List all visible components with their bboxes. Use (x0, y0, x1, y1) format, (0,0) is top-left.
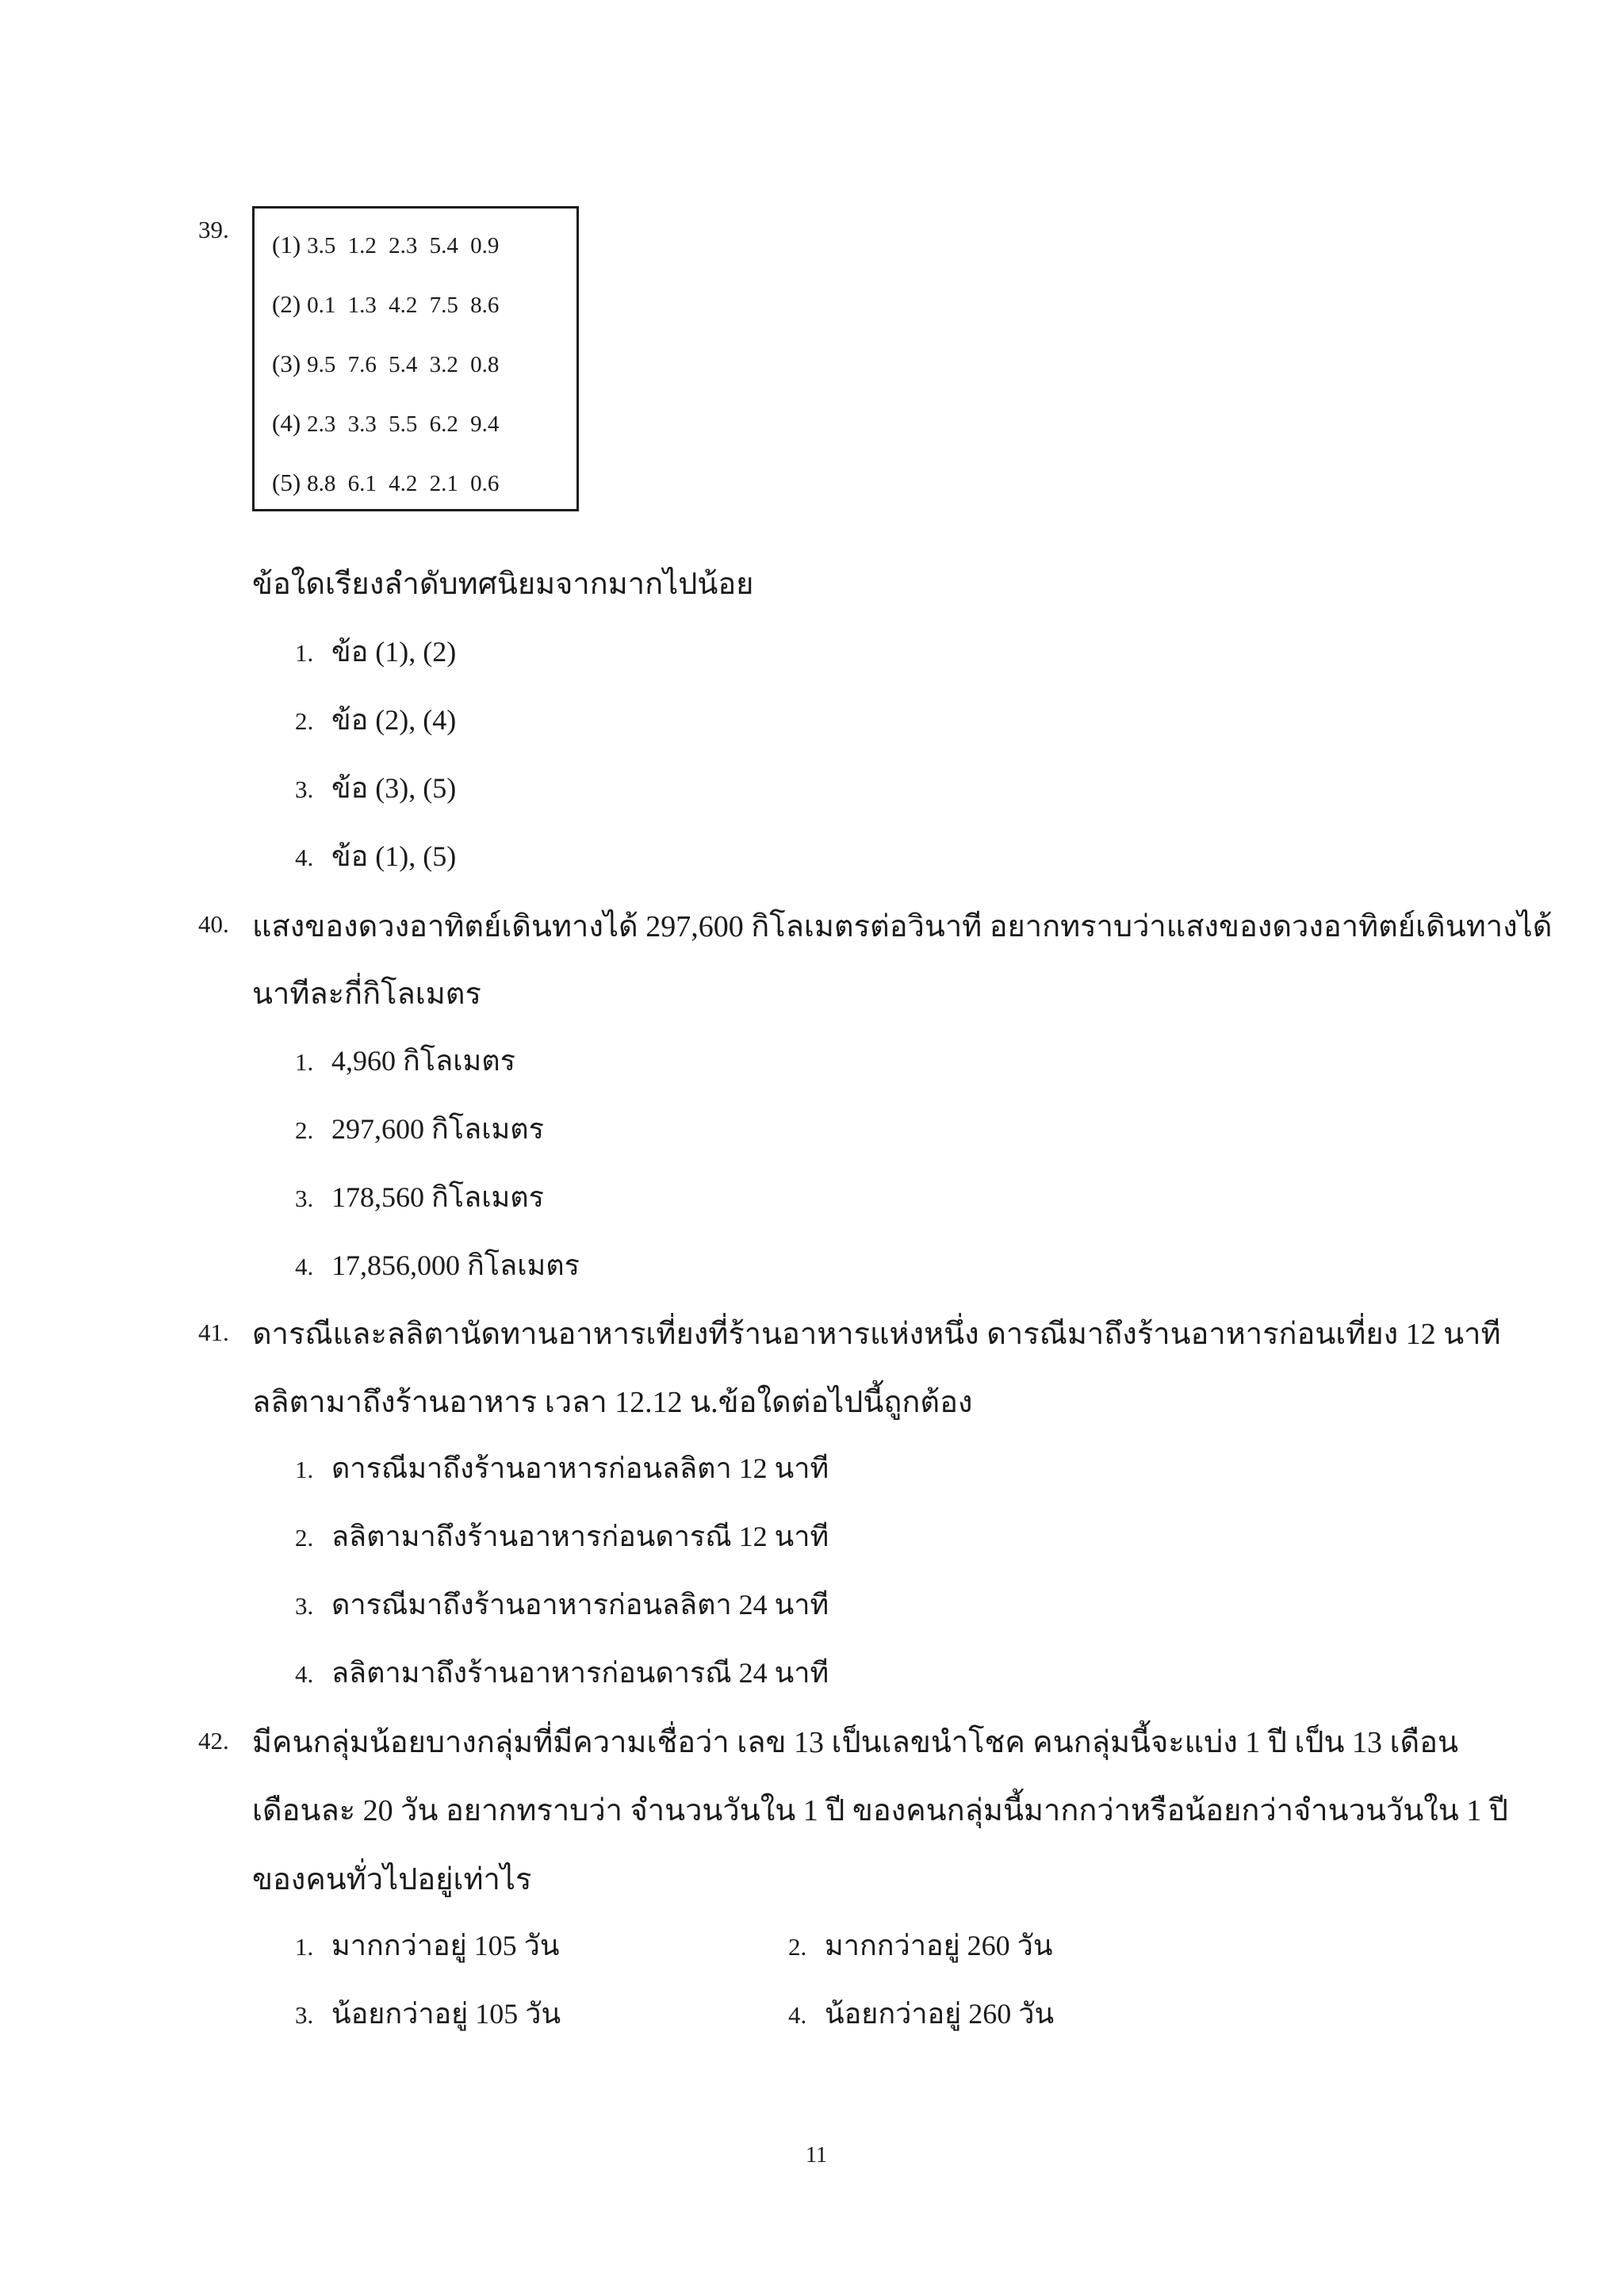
answer-option[interactable] (788, 1991, 1054, 2036)
question-text: มีคนกลุ่มน้อยบางกลุ่มที่มีความเชื่อว่า เลข 13 เป็นเลขนำโชค คนกลุ่มนี้จะแบ่ง 1 ปี เป็น 13 เดือน (252, 1726, 1458, 1759)
option-text: ดารณีมาถึงร้านอาหารก่อนลลิตา 24 นาที (331, 1589, 829, 1621)
option-number: 3. (295, 775, 314, 803)
option-number: 4. (788, 2001, 807, 2029)
option-text: มากกว่าอยู่ 260 วัน (825, 1930, 1053, 1961)
option-number: 4. (295, 844, 314, 871)
option-number: 2. (788, 1933, 807, 1961)
option-number: 3. (295, 2001, 314, 2029)
question-number: 40. (198, 910, 229, 938)
option-text: ดารณีมาถึงร้านอาหารก่อนลลิตา 12 นาที (331, 1452, 829, 1484)
answer-option[interactable] (295, 697, 456, 742)
question-text: ของคนทั่วไปอยู่เท่าไร (252, 1863, 532, 1896)
option-number: 1. (295, 1456, 314, 1483)
question-text: นาทีละกี่กิโลเมตร (252, 978, 481, 1011)
question-number: 41. (198, 1318, 229, 1346)
option-text: 4,960 กิโลเมตร (331, 1045, 515, 1077)
answer-option[interactable] (295, 1445, 829, 1490)
option-number: 1. (295, 1933, 314, 1961)
option-text: ข้อ (1), (2) (331, 636, 457, 668)
option-text: 17,856,000 กิโลเมตร (331, 1249, 580, 1281)
sequence-values: 9.5 7.6 5.4 3.2 0.8 (307, 352, 500, 377)
option-text: ข้อ (1), (5) (331, 840, 457, 872)
option-number: 4. (295, 1253, 314, 1280)
sequence-values: 3.5 1.2 2.3 5.4 0.9 (307, 233, 500, 258)
sequence-label: (2) (272, 290, 301, 318)
sequence-values: 2.3 3.3 5.5 6.2 9.4 (307, 411, 500, 437)
sequence-row (272, 231, 499, 259)
option-number: 2. (295, 1116, 314, 1144)
option-text: 297,600 กิโลเมตร (331, 1113, 544, 1145)
sequence-label: (5) (272, 469, 301, 496)
option-number: 3. (295, 1592, 314, 1620)
sequence-row (272, 290, 499, 319)
answer-option[interactable] (295, 1174, 544, 1219)
option-number: 2. (295, 707, 314, 735)
answer-option[interactable] (295, 1106, 544, 1151)
option-text: มากกว่าอยู่ 105 วัน (331, 1930, 560, 1961)
option-text: ข้อ (2), (4) (331, 704, 457, 736)
option-number: 3. (295, 1184, 314, 1212)
answer-option[interactable] (788, 1923, 1053, 1968)
answer-option[interactable] (295, 1923, 560, 1968)
question-text: แสงของดวงอาทิตย์เดินทางได้ 297,600 กิโลเมตรต่อวินาที อยากทราบว่าแสงของดวงอาทิตย์เดินทางได้ (252, 910, 1553, 943)
option-text: น้อยกว่าอยู่ 105 วัน (331, 1998, 561, 2030)
answer-option[interactable] (295, 1582, 829, 1627)
option-number: 1. (295, 639, 314, 667)
option-number: 4. (295, 1660, 314, 1688)
question-number: 42. (198, 1727, 229, 1755)
answer-option[interactable] (295, 833, 456, 878)
sequence-values: 8.8 6.1 4.2 2.1 0.6 (307, 471, 500, 496)
sequence-row (272, 469, 499, 497)
option-text: น้อยกว่าอยู่ 260 วัน (825, 1998, 1055, 2030)
sequence-label: (4) (272, 409, 301, 437)
option-text: ลลิตามาถึงร้านอาหารก่อนดารณี 24 นาที (331, 1657, 829, 1689)
page-number: 11 (806, 2143, 827, 2168)
question-number: 39. (198, 216, 229, 243)
sequence-row (272, 350, 499, 378)
sequence-values: 0.1 1.3 4.2 7.5 8.6 (307, 293, 500, 318)
option-text: ลลิตามาถึงร้านอาหารก่อนดารณี 12 นาที (331, 1521, 829, 1552)
question-text: ดารณีและลลิตานัดทานอาหารเที่ยงที่ร้านอาหารแห่งหนึ่ง ดารณีมาถึงร้านอาหารก่อนเที่ยง 12 นาที (252, 1318, 1501, 1351)
answer-option[interactable] (295, 629, 456, 674)
option-number: 2. (295, 1524, 314, 1552)
answer-option[interactable] (295, 765, 456, 810)
question-text: ข้อใดเรียงลำดับทศนิยมจากมากไปน้อย (252, 568, 754, 601)
question-text: ลลิตามาถึงร้านอาหาร เวลา 12.12 น.ข้อใดต่อไปนี้ถูกต้อง (252, 1386, 973, 1419)
answer-option[interactable] (295, 1513, 829, 1559)
answer-option[interactable] (295, 1038, 515, 1083)
sequence-label: (1) (272, 231, 301, 258)
answer-option[interactable] (295, 1650, 829, 1695)
answer-option[interactable] (295, 1991, 561, 2036)
sequence-box (252, 206, 579, 511)
option-text: ข้อ (3), (5) (331, 772, 457, 804)
answer-option[interactable] (295, 1242, 580, 1288)
option-number: 1. (295, 1048, 314, 1076)
sequence-row (272, 409, 499, 438)
option-text: 178,560 กิโลเมตร (331, 1181, 544, 1213)
question-text: เดือนละ 20 วัน อยากทราบว่า จำนวนวันใน 1 ปี ของคนกลุ่มนี้มากกว่าหรือน้อยกว่าจำนวนวันใน 1 ปี (252, 1794, 1508, 1827)
sequence-label: (3) (272, 350, 301, 377)
